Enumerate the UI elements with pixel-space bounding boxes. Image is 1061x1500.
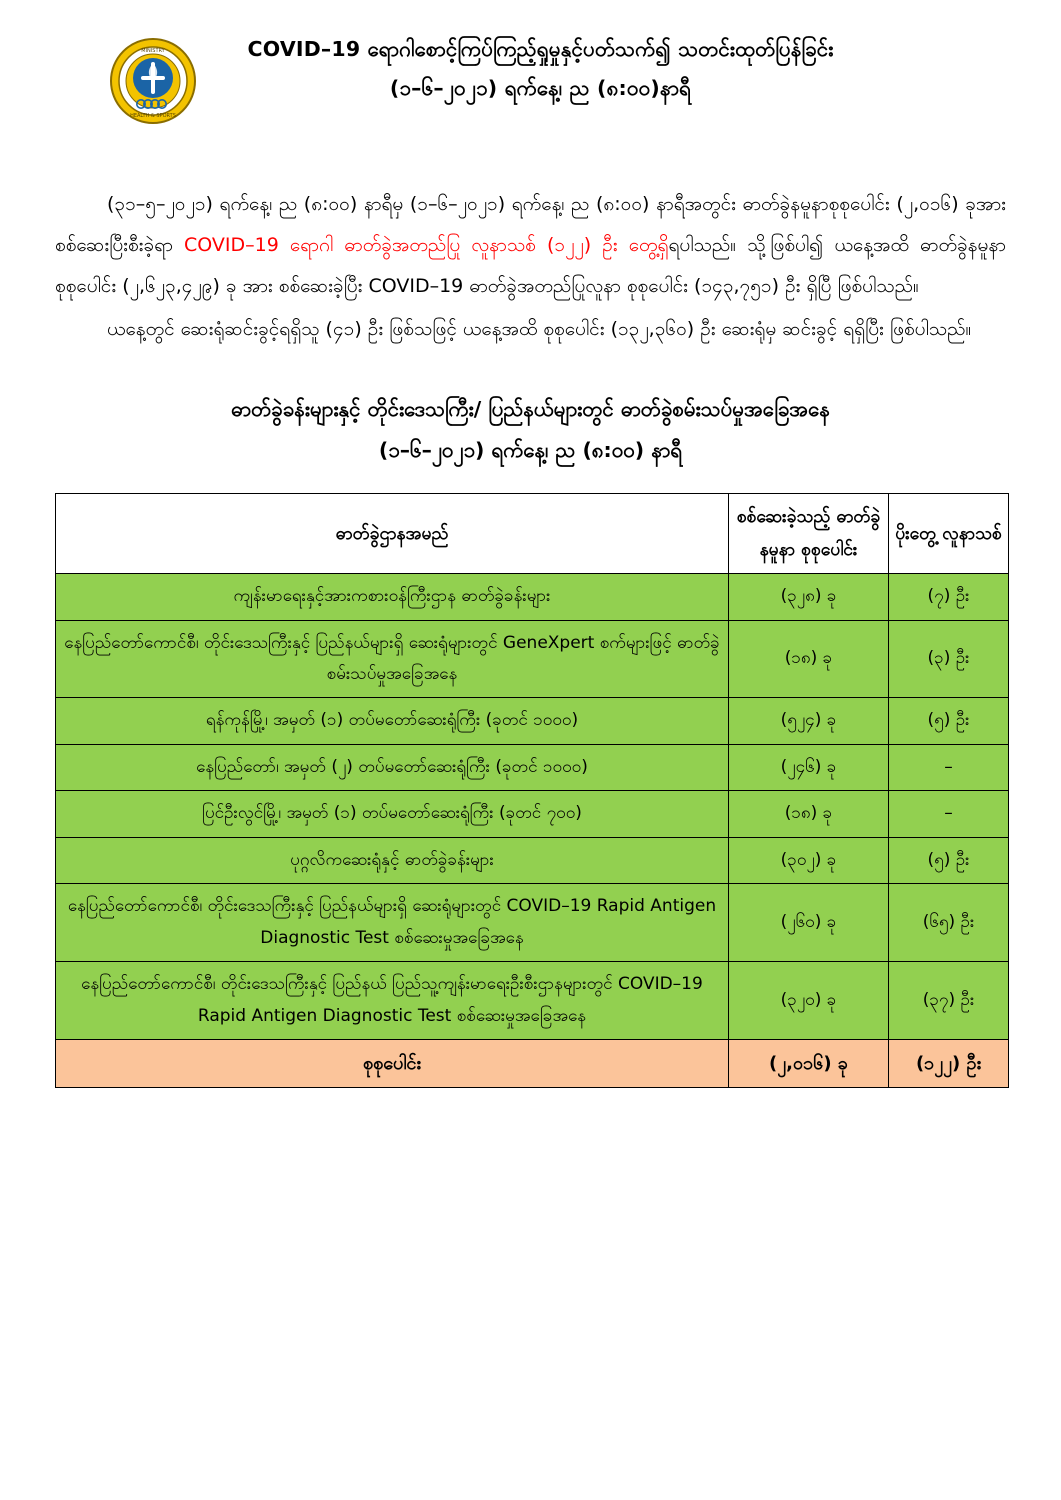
cell-new-cases: – (889, 744, 1009, 790)
cell-total-label: စုစုပေါင်း (56, 1039, 729, 1087)
cell-new-cases: (၅) ဦး (889, 837, 1009, 883)
cell-tested-total: (၁၈) ခု (729, 791, 889, 837)
document-header (55, 30, 1006, 150)
ministry-seal-icon (110, 38, 196, 124)
cell-lab-name: နေပြည်တော်ကောင်စီ၊ တိုင်းဒေသကြီးနှင့် ပြည်နယ်များရှိ ဆေးရုံများတွင် GeneXpert စက်များဖြင့် ဓာတ်ခွဲစမ်းသပ်မှုအခြေအနေ (56, 620, 729, 698)
paragraph-1 (55, 184, 1006, 307)
cell-lab-name: ရန်ကုန်မြို့၊ အမှတ် (၁) တပ်မတော်ဆေးရုံကြီး (ခုတင် ၁၀၀၀) (56, 698, 729, 744)
table-header-row (56, 494, 1009, 574)
cell-tested-total: (၃၀၂) ခု (729, 837, 889, 883)
cell-tested-total: (၂၄၆) ခု (729, 744, 889, 790)
cell-lab-name: ပုဂ္ဂလိကဆေးရုံနှင့် ဓာတ်ခွဲခန်းများ (56, 837, 729, 883)
cell-new-cases: (၃၇) ဦး (889, 962, 1009, 1040)
cell-tested-total: (၃၂၀) ခု (729, 962, 889, 1040)
table-row (56, 791, 1009, 837)
cell-new-cases: (၃) ဦး (889, 620, 1009, 698)
cell-lab-name: နေပြည်တော်ကောင်စီ၊ တိုင်းဒေသကြီးနှင့် ပြည်နယ်များရှိ ဆေးရုံများတွင် COVID–19 Rapid Antigen Diagnostic Test စစ်ဆေးမှုအခြေအနေ (56, 884, 729, 962)
column-header-new-cases: ပိုးတွေ့ လူနာသစ် (889, 494, 1009, 574)
cell-total-new: (၁၂၂) ဦး (889, 1039, 1009, 1087)
cell-lab-name: နေပြည်တော်၊ အမှတ် (၂) တပ်မတော်ဆေးရုံကြီး (ခုတင် ၁၀၀၀) (56, 744, 729, 790)
table-section-heading (55, 389, 1006, 471)
paragraph-2: ယနေ့တွင် ဆေးရုံဆင်းခွင့်ရရှိသူ (၄၁) ဦး ဖြစ်သဖြင့် ယနေ့အထိ စုစုပေါင်း (၁၃၂,၃၆၀) ဦး ဆေးရုံမှ ဆင်းခွင့် ရရှိပြီး ဖြစ်ပါသည်။ (107, 317, 972, 340)
column-header-tested-total: စစ်ဆေးခဲ့သည့် ဓာတ်ခွဲနမူနာ စုစုပေါင်း (729, 494, 889, 574)
cell-lab-name: ပြင်ဦးလွင်မြို့၊ အမှတ် (၁) တပ်မတော်ဆေးရုံကြီး (ခုတင် ၇၀၀) (56, 791, 729, 837)
cell-new-cases: (၅) ဦး (889, 698, 1009, 744)
report-title-line-2: (၁–၆–၂၀၂၁) ရက်နေ့၊ ည (၈:၀၀)နာရီ (389, 75, 692, 100)
cell-tested-total: (၁၈) ခု (729, 620, 889, 698)
table-row (56, 884, 1009, 962)
table-row (56, 620, 1009, 698)
table-row (56, 837, 1009, 883)
cell-tested-total: (၃၂၈) ခု (729, 574, 889, 620)
table-header (56, 494, 1009, 574)
paragraph-1-highlight: COVID–19 ရောဂါ ဓာတ်ခွဲအတည်ပြု လူနာသစ် (၁၂၂) ဦး တွေ့ရှိ (184, 233, 669, 256)
cell-new-cases: (၆၅) ဦး (889, 884, 1009, 962)
cell-new-cases: – (889, 791, 1009, 837)
paragraph-1-part-a: (၃၁–၅–၂၀၂၁) ရက်နေ့၊ ည (၈:၀၀) နာရီမှ (၁–၆–၂၀၂၁) ရက်နေ့၊ ည (၈:၀၀) နာရီအတွင်း ဓာတ်ခွဲနမူနာစုစုပေါင်း (၂,၀၁၆) ခုအား စစ်ဆေးပြီးစီးခဲ့ရာ (55, 193, 1006, 256)
cell-lab-name: ကျန်းမာရေးနှင့်အားကစားဝန်ကြီးဌာန ဓာတ်ခွဲခန်းများ (56, 574, 729, 620)
svg-text:MINISTRY: MINISTRY (141, 48, 165, 54)
report-body (55, 184, 1006, 349)
cell-total-tested: (၂,၀၁၆) ခု (729, 1039, 889, 1087)
cell-tested-total: (၂၆၀) ခု (729, 884, 889, 962)
table-total-row (56, 1039, 1009, 1087)
paragraph-1-part-b: ရပါသည်။ သို့ဖြစ်ပါ၍ ယနေ့အထိ ဓာတ်ခွဲနမူနာ စုစုပေါင်း (၂,၆၂၃,၄၂၉) ခု အား စစ်ဆေးခဲ့ပြီး COVID–19 ဓာတ်ခွဲအတည်ပြုလူနာ စုစုပေါင်း (၁၄၃,၇၅၁) ဦး ရှိပြီ ဖြစ်ပါသည်။ (55, 233, 1006, 297)
table-row (56, 962, 1009, 1040)
table-row (56, 744, 1009, 790)
cell-new-cases: (၇) ဦး (889, 574, 1009, 620)
svg-text:HEALTH & SPORTS: HEALTH & SPORTS (130, 113, 176, 119)
lab-testing-table (55, 493, 1009, 1088)
table-body (56, 574, 1009, 1088)
cell-tested-total: (၅၂၄) ခု (729, 698, 889, 744)
table-row (56, 698, 1009, 744)
cell-lab-name: နေပြည်တော်ကောင်စီ၊ တိုင်းဒေသကြီးနှင့် ပြည်နယ် ပြည်သူ့ကျန်းမာရေးဦးစီးဌာနများတွင် COVID–19 Rapid Antigen Diagnostic Test စစ်ဆေးမှုအခြေအနေ (56, 962, 729, 1040)
table-heading-line-1: ဓာတ်ခွဲခန်းများနှင့် တိုင်းဒေသကြီး/ ပြည်နယ်များတွင် ဓာတ်ခွဲစမ်းသပ်မှုအခြေအနေ (231, 397, 830, 422)
table-heading-line-2: (၁–၆–၂၀၂၁) ရက်နေ့၊ ည (၈:၀၀) နာရီ (378, 438, 683, 463)
column-header-lab-name: ဓာတ်ခွဲဌာနအမည် (56, 494, 729, 574)
header-title-block (55, 30, 1006, 108)
report-title-line-1: COVID–19 ရောဂါစောင့်ကြပ်ကြည့်ရှုမှုနှင့်ပတ်သက်၍ သတင်းထုတ်ပြန်ခြင်း (247, 37, 834, 61)
table-row (56, 574, 1009, 620)
